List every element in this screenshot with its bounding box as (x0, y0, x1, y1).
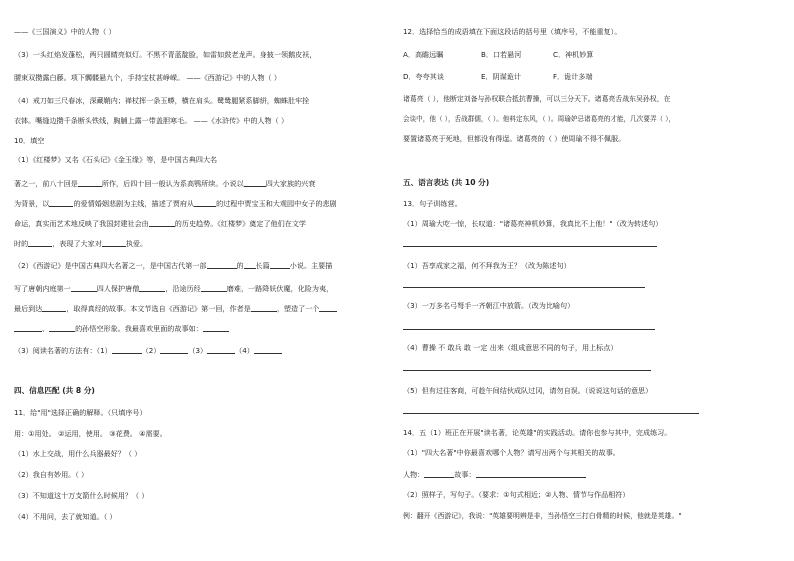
idiom-option-f: F．诡计多端 (553, 72, 593, 81)
blank[interactable] (28, 238, 52, 247)
question-11-title: 11．给"用"选择正确的解释。（只填序号） (14, 408, 147, 417)
blank[interactable] (201, 283, 227, 292)
blank[interactable] (102, 238, 126, 247)
q10-part2-line3: 最后到达 ，取得真经的故事。本文节选自《西游记》第一回，作者是 ，塑造了一个 (14, 303, 337, 314)
blank[interactable] (78, 178, 102, 187)
q13-item-1: （1）周瑜大吃一惊，长叹道："诸葛亮神机妙算，我真比不上他！"（改为转述句） (403, 219, 663, 228)
q10-part1-line2: 著之一，前八十回是 所作，后四十回一般认为系高鹗所续。小说以 四大家族的兴衰 (14, 179, 316, 188)
blank[interactable] (254, 345, 282, 354)
question-12-passage-3: 要置诸葛亮于死地，但都没有得逞。诸葛亮的（ ）使周瑜不得不佩服。 (403, 134, 626, 143)
question-9-item-4-a: （4）戒刀如三尺春冰，深藏鞘内；禅杖挥一条玉蟒，横在肩头。鹭鸶腿紧系脚絣，蜘蛛肚牢拴 (14, 96, 310, 105)
answer-line[interactable] (403, 413, 699, 414)
question-11-sentence-3: （3）不知道这十万支箭什么时候用？（ ） (14, 491, 149, 500)
blank[interactable] (139, 283, 165, 292)
q10-part1-line3: 为背景，以 的爱情婚姻悲剧为主线，描述了贾府从 的过程中贾宝玉和大观园中女子的悲剧 (14, 199, 337, 208)
question-11-sentence-2: （2）我自有妙用。（ ） (14, 470, 89, 479)
blank[interactable] (251, 303, 277, 312)
blank[interactable] (194, 198, 216, 207)
idiom-option-b: B．口若悬河 (481, 50, 522, 59)
question-10-title: 10．填空 (14, 136, 45, 145)
q14-item-2: （2）照样子，写句子。（要求：①句式相近；②人物、情节与作品相符） (403, 490, 630, 499)
blank[interactable] (207, 345, 235, 354)
blank[interactable] (112, 345, 142, 354)
q14-character-story: 人物： 故事： (403, 469, 586, 480)
story-blank[interactable] (476, 469, 586, 478)
answer-line[interactable] (403, 287, 645, 288)
question-11-sentence-1: （1）水上交战，用什么兵器最好？（ ） (14, 449, 142, 458)
question-11-sentence-4: （4）不用问，去了就知道。（ ） (14, 512, 117, 521)
idiom-option-e: E．阴谋诡计 (481, 72, 521, 81)
character-blank[interactable] (424, 469, 454, 478)
answer-line[interactable] (403, 246, 657, 247)
question-12-passage-2: 会谈中，他（ ），舌战群儒，（ ）。他料定东风，（ ）。周瑜妒忌诸葛亮的才能，几次要弄（ ）， (403, 115, 676, 123)
answer-line[interactable] (403, 370, 651, 371)
blank[interactable] (42, 303, 66, 312)
q13-item-3: （3）一万多名弓弩手一齐朝江中放箭。（改为比喻句） (403, 301, 575, 310)
answer-line[interactable] (403, 329, 655, 330)
q10-part1-line5: 时的 ，表现了大家对 执爱。 (14, 239, 148, 248)
blank[interactable] (71, 283, 97, 292)
question-9-item-4-b: 衣钵。嘴缝边攒千条断头铁线，胸脯上露一带盖胆寒毛。 ——《水浒传》中的人物（ ） (14, 116, 289, 125)
blank[interactable] (319, 303, 337, 312)
blank[interactable] (14, 323, 42, 332)
question-14-title: 14．五（1）班正在开展"读名著，论英雄"的实践活动。请你也参与其中，完成练习。 (403, 428, 672, 437)
question-9-item-3-a: （3）一头红焰发蓬松，两只圆睛亮似灯。不黑不青蓝靛脸，如雷如鼓老龙声。身披一领鹅皮袄， (14, 50, 317, 59)
blank[interactable] (270, 260, 290, 269)
blank[interactable] (203, 323, 229, 332)
q10-part2-line1: （2）《西游记》是中国古典四大名著之一，是中国古代第一部 的 长篇 小说。主要描 (14, 261, 333, 270)
q10-part1-line4: 命运，真实而艺术地反映了我国封建社会由 的历史趋势。《红楼梦》奠定了他们在文学 (14, 219, 307, 228)
question-11-options: 用：①用处。 ②运用，使用。 ③花费。 ④需要。 (14, 429, 167, 438)
q14-example: 例：翻开《西游记》，我说："英雄要明辨是非，当孙悟空三打白骨精的时候，他就是英雄。" (403, 512, 682, 520)
blank[interactable] (49, 323, 75, 332)
right-column (403, 0, 778, 561)
blank[interactable] (160, 345, 188, 354)
question-9-item-3-b: 腰束双攒露白藤。项下髑髅悬九个，手持宝杖甚峥嵘。 ——《西游记》中的人物（ ） (14, 73, 281, 82)
question-12-passage-1: 诸葛亮（ ），他断定刘备与孙权联合抵抗曹操，可以三分天下。诸葛亮舌战东吴孙权，在 (403, 95, 671, 103)
section-5-heading: 五、语言表达 (共 10 分) (403, 178, 490, 187)
q13-item-5: （5）但有过往客商，可趁午间结伙成队过冈，请勿自误。（说说这句话的意思） (403, 386, 653, 395)
blank[interactable] (149, 218, 175, 227)
q13-item-4: （4）曹操 不 敢兵 敢 一定 出来（组成意思不同的句子，用上标点） (403, 343, 618, 352)
idiom-option-a: A．高瞻远瞩 (403, 50, 444, 59)
question-13-title: 13．句子训练营。 (403, 199, 462, 208)
idiom-option-d: D．夸夸其谈 (403, 72, 444, 81)
question-12-title: 12．选择恰当的成语填在下面这段话的括号里（填序号，不能重复）。 (403, 27, 622, 36)
blank[interactable] (49, 198, 73, 207)
left-column (14, 0, 389, 561)
q14-item-1: （1）"四大名著"中你最喜欢哪个人物？请写出两个与其相关的故事。 (403, 448, 620, 457)
section-4-heading: 四、信息匹配 (共 8 分) (14, 386, 95, 395)
question-9-line-1: ——《三国演义》中的人物（ ） (14, 27, 116, 36)
q10-part3: （3）阅读名著的方法有：（1） （2） （3） （4） (14, 345, 282, 356)
idiom-option-c: C．神机妙算 (553, 50, 594, 59)
q10-part2-line4: 、 的孙悟空形象。我最喜欢里面的故事如： (14, 323, 229, 334)
blank[interactable] (244, 178, 266, 187)
q13-item-2: （1）吾享成家之福，何不拜我为王？（改为陈述句） (403, 261, 571, 270)
blank[interactable] (244, 260, 256, 269)
q10-part2-line2: 写了唐朝内庭第一 四人保护唐僧 ，沿途历经 磨难，一路降妖伏魔，化险为夷， (14, 284, 334, 293)
q10-part1-line1: （1）《红楼梦》又名《石头记》《金玉缘》等，是中国古典四大名 (14, 155, 218, 164)
blank[interactable] (207, 260, 237, 269)
